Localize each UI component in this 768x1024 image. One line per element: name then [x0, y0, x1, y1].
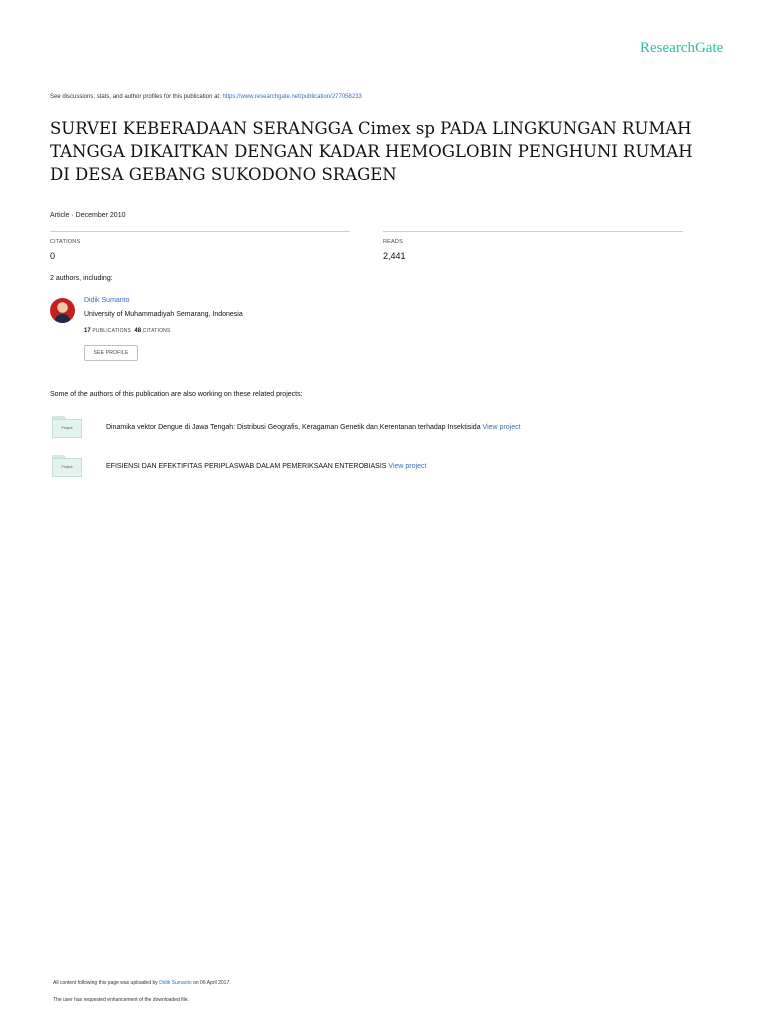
citations-value: 0: [50, 251, 56, 261]
view-project-link[interactable]: View project: [482, 424, 521, 431]
folder-icon: [52, 416, 82, 438]
uploader-link[interactable]: Didik Sumanto: [159, 980, 192, 986]
enhancement-note: The user has requested enhancement of the downloaded file.: [53, 997, 189, 1003]
author-name-link[interactable]: Didik Sumanto: [84, 297, 130, 304]
upload-note: [53, 980, 231, 986]
publication-url-link[interactable]: https://www.researchgate.net/publication/277058233: [222, 94, 362, 100]
author-citations-count: 48: [134, 328, 142, 334]
project-item: [106, 463, 426, 470]
reads-value: 2,441: [383, 251, 406, 261]
publication-title: SURVEI KEBERADAAN SERANGGA Cimex sp PADA LINGKUNGAN RUMAH TANGGA DIKAITKAN DENGAN KADAR HEMOGLOBIN PENGHUNI RUMAH DI DESA GEBANG SUKODONO SRAGEN: [50, 119, 693, 184]
avatar-figure: [55, 314, 70, 323]
citations-divider: [50, 231, 350, 232]
project-icon-label: Project: [52, 419, 82, 438]
view-project-link[interactable]: View project: [388, 463, 427, 470]
intro-line: [50, 94, 362, 100]
researchgate-logo[interactable]: ResearchGate: [640, 40, 724, 56]
project-icon-label: Project: [52, 458, 82, 477]
project-item: [106, 424, 521, 431]
author-stats: [84, 328, 171, 334]
reads-divider: [383, 231, 683, 232]
projects-heading: Some of the authors of this publication are also working on these related projects:: [50, 391, 303, 398]
intro-text: See discussions, stats, and author profiles for this publication at:: [50, 94, 223, 100]
author-avatar[interactable]: [50, 298, 75, 323]
upload-suffix: on 06 April 2017.: [191, 980, 231, 986]
publications-label: PUBLICATIONS: [92, 328, 132, 334]
upload-prefix: All content following this page was uploaded by: [53, 980, 160, 986]
reads-label: READS: [383, 239, 403, 245]
folder-icon: [52, 455, 82, 477]
article-meta: Article · December 2010: [50, 212, 126, 219]
author-institution: University of Muhammadiyah Semarang, Indonesia: [84, 311, 243, 318]
see-profile-button[interactable]: SEE PROFILE: [84, 345, 138, 361]
citations-label: CITATIONS: [50, 239, 81, 245]
author-citations-label: CITATIONS: [142, 328, 171, 334]
authors-heading: 2 authors, including:: [50, 275, 113, 282]
publications-count: 17: [84, 328, 91, 334]
project-title: EFISIENSI DAN EFEKTIFITAS PERIPLASWAB DALAM PEMERIKSAAN ENTEROBIASIS: [106, 463, 389, 470]
project-title: Dinamika vektor Dengue di Jawa Tengah: Distribusi Geografis, Keragaman Genetik dan Kerentanan terhadap Insektisida: [106, 424, 483, 431]
